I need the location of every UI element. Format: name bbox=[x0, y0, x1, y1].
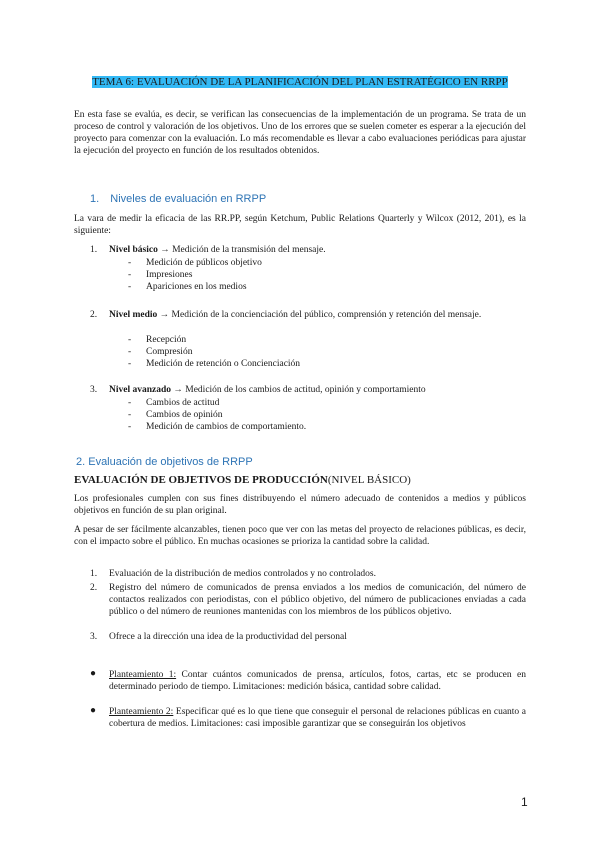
section2-heading: 2. Evaluación de objetivos de RRPP bbox=[76, 456, 253, 468]
intro-paragraph: En esta fase se evalúa, es decir, se verifican las consecuencias de la implementación de un programa. Se trata de un proceso de control y valoración de los objetivos. Uno de los errores que se suelen cometer es esperar a la ejecución del proyecto para comenzar con la evaluación. Lo más recomendable es llevar a cabo evaluaciones periódicas para ajustar la ejecución del proyecto en función de los resultados obtenidos. bbox=[74, 110, 526, 156]
level-description: Medición de la concienciación del público, comprensión y retención del mensaje. bbox=[171, 310, 482, 320]
section2-paragraph-2: A pesar de ser fácilmente alcanzables, tienen poco que ver con las metas del proyecto de relaciones públicas, es decir, con el impacto sobre el público. En muchas ocasiones se prioriza la cantidad sobre la calidad. bbox=[74, 525, 526, 547]
level-item bbox=[90, 309, 526, 321]
list-item: - Recepción bbox=[128, 335, 187, 345]
bullet-label: Planteamiento 2: bbox=[109, 707, 174, 717]
level-item bbox=[90, 244, 526, 256]
list-item: 3. Ofrece a la dirección una idea de la productividad del personal bbox=[90, 632, 347, 642]
section1-heading-text: Niveles de evaluación en RRPP bbox=[110, 193, 267, 205]
subheading-bold: EVALUACIÓN DE OBJETIVOS DE PRODUCCIÓN bbox=[74, 474, 328, 486]
bullet-item bbox=[90, 669, 526, 693]
arrow: → bbox=[173, 385, 183, 395]
level-label: Nivel básico bbox=[109, 245, 158, 255]
list-item: 2. Registro del número de comunicados de prensa enviados a los medios de comunicación, del número de contactos realizados con periodistas, con el público objetivo, del número de publicaciones enviadas a cada público o del número de reuniones mantenidas con los miembros de los públicos objetivo. bbox=[90, 583, 526, 617]
subheading-normal: (NIVEL BÁSICO) bbox=[327, 474, 411, 486]
page-title-text: TEMA 6: EVALUACIÓN DE LA PLANIFICACIÓN DEL PLAN ESTRATÉGICO EN RRPP bbox=[92, 76, 508, 88]
level-description: Medición de la transmisión del mensaje. bbox=[172, 245, 326, 255]
bullet-text: Contar cuántos comunicados de prensa, artículos, fotos, cartas, etc se producen en determinado periodo de tiempo. Limitaciones: medición básica, cantidad sobre calidad. bbox=[109, 670, 526, 692]
arrow: → bbox=[160, 245, 170, 255]
list-item: - Apariciones en los medios bbox=[128, 282, 247, 292]
bullet-label: Planteamiento 1: bbox=[109, 670, 177, 680]
level-number: 1. bbox=[90, 245, 98, 255]
list-item: - Medición de cambios de comportamiento. bbox=[128, 422, 307, 432]
level-item bbox=[90, 384, 526, 396]
section1-intro: La vara de medir la eficacia de las RR.PP, según Ketchum, Public Relations Quarterly y Wilcox (2012, 201), es la siguiente: bbox=[74, 214, 526, 236]
level-label: Nivel avanzado bbox=[109, 385, 172, 395]
list-item: - Impresiones bbox=[128, 270, 193, 280]
bullet-icon: ● bbox=[90, 668, 97, 679]
arrow: → bbox=[159, 310, 170, 320]
level-number: 2. bbox=[90, 310, 98, 320]
bullet-item bbox=[90, 706, 526, 730]
list-item: - Cambios de opinión bbox=[128, 410, 223, 420]
bullet-text: Especificar qué es lo que tiene que conseguir el personal de relaciones públicas en cuanto a cobertura de medios. Limitaciones: casi imposible garantizar que se conseguirán los objetivos bbox=[109, 707, 526, 729]
bullet-icon: ● bbox=[90, 705, 97, 716]
list-item: 1. Evaluación de la distribución de medios controlados y no controlados. bbox=[90, 569, 376, 579]
page-title bbox=[74, 75, 526, 89]
list-item: - Medición de retención o Concienciación bbox=[128, 359, 301, 369]
page-number: 1 bbox=[521, 795, 528, 809]
section2-paragraph-1: Los profesionales cumplen con sus fines distribuyendo el número adecuado de contenidos a medios y públicos objetivos en función de su plan original. bbox=[74, 494, 526, 516]
level-label: Nivel medio bbox=[109, 310, 158, 320]
level-description: Medición de los cambios de actitud, opinión y comportamiento bbox=[185, 385, 426, 395]
list-item: - Medición de públicos objetivo bbox=[128, 258, 262, 268]
level-number: 3. bbox=[90, 385, 98, 395]
section1-heading bbox=[90, 193, 266, 205]
section2-subheading bbox=[74, 474, 411, 486]
section1-number: 1. bbox=[90, 193, 100, 205]
list-item: - Cambios de actitud bbox=[128, 398, 220, 408]
list-item: - Compresión bbox=[128, 347, 193, 357]
